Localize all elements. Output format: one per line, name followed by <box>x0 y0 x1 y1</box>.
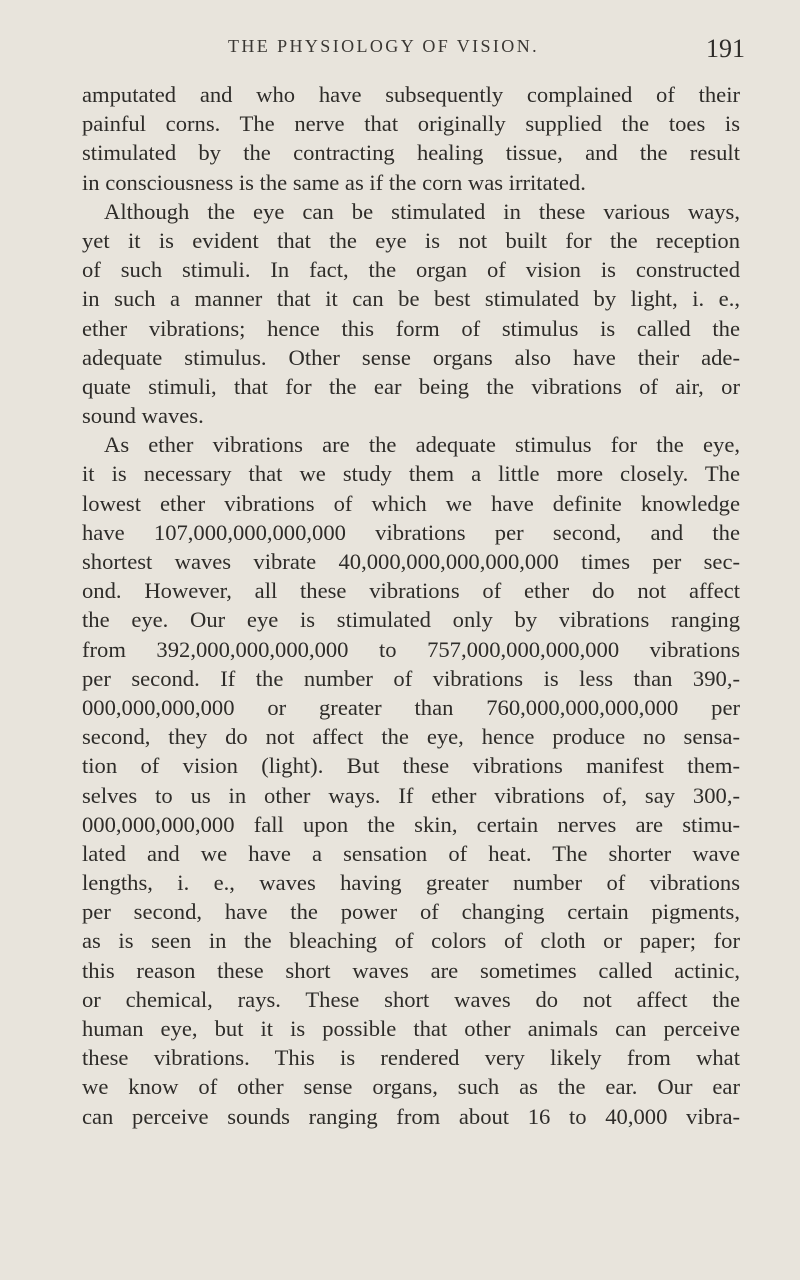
text-line: this reason these short waves are sometimes called actinic, <box>82 957 740 983</box>
text-line: stimulated by the contracting healing tissue, and the result <box>82 140 740 166</box>
text-line: adequate stimulus. Other sense organs also have their ade- <box>82 344 740 370</box>
text-line: tion of vision (light). But these vibrations manifest them- <box>82 753 740 779</box>
text-line: lowest ether vibrations of which we have definite knowledge <box>82 490 740 516</box>
running-title: THE PHYSIOLOGY OF VISION. <box>228 36 540 56</box>
page-number: 191 <box>706 34 745 63</box>
text-line: from 392,000,000,000,000 to 757,000,000,000,000 vibrations <box>82 636 740 662</box>
text-line: the eye. Our eye is stimulated only by vibrations ranging <box>82 607 740 633</box>
text-line: or chemical, rays. These short waves do not affect the <box>82 986 740 1012</box>
text-line: per second. If the number of vibrations is less than 390,- <box>82 665 740 691</box>
text-line: selves to us in other ways. If ether vibrations of, say 300,- <box>82 782 740 808</box>
text-line: lengths, i. e., waves having greater number of vibrations <box>82 870 740 896</box>
text-line: in such a manner that it can be best stimulated by light, i. e., <box>82 286 740 312</box>
text-line: of such stimuli. In fact, the organ of vision is constructed <box>82 257 740 283</box>
text-line: have 107,000,000,000,000 vibrations per second, and the <box>82 519 740 545</box>
text-line: 000,000,000,000 or greater than 760,000,000,000,000 per <box>82 694 740 720</box>
text-line: lated and we have a sensation of heat. The shorter wave <box>82 840 740 866</box>
running-head <box>0 34 800 64</box>
text-line: quate stimuli, that for the ear being the vibrations of air, or <box>82 373 740 399</box>
text-line: it is necessary that we study them a little more closely. The <box>82 461 740 487</box>
text-line: as is seen in the bleaching of colors of cloth or paper; for <box>82 928 740 954</box>
text-line: shortest waves vibrate 40,000,000,000,000,000 times per sec- <box>82 549 740 574</box>
text-line: second, they do not affect the eye, hence produce no sensa- <box>82 724 740 750</box>
text-line: per second, have the power of changing certain pigments, <box>82 899 740 925</box>
text-line: can perceive sounds ranging from about 16 to 40,000 vibra- <box>82 1103 740 1129</box>
text-line: ond. However, all these vibrations of ether do not affect <box>82 578 740 604</box>
text-line: amputated and who have subsequently complained of their <box>82 82 740 107</box>
text-line: yet it is evident that the eye is not built for the reception <box>82 227 740 253</box>
text-line: these vibrations. This is rendered very likely from what <box>82 1045 740 1071</box>
text-line: As ether vibrations are the adequate stimulus for the eye, <box>104 432 740 458</box>
body-text <box>82 80 740 1131</box>
text-line: ether vibrations; hence this form of stimulus is called the <box>82 315 740 341</box>
text-line: painful corns. The nerve that originally supplied the toes is <box>82 111 740 137</box>
text-line: 000,000,000,000 fall upon the skin, certain nerves are stimu- <box>82 811 740 837</box>
text-line: sound waves. <box>82 403 204 429</box>
text-line: we know of other sense organs, such as the ear. Our ear <box>82 1074 740 1100</box>
text-line: in consciousness is the same as if the corn was irritated. <box>82 169 586 195</box>
text-line: Although the eye can be stimulated in these various ways, <box>104 198 740 224</box>
text-line: human eye, but it is possible that other animals can perceive <box>82 1016 740 1041</box>
